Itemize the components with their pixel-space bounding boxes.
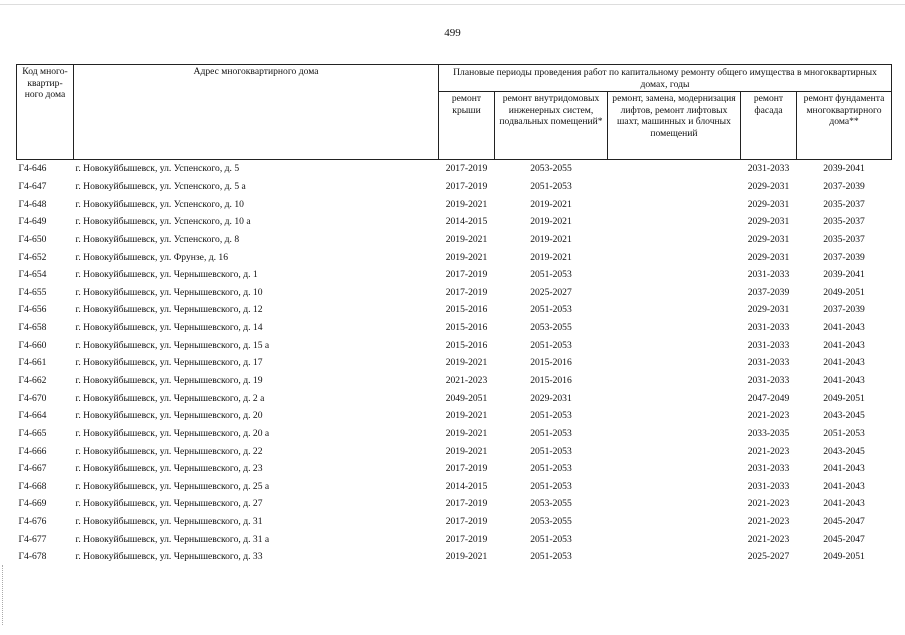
cell-roof: 2015-2016 <box>445 339 488 351</box>
cell-engineering: 2019-2021 <box>530 198 572 210</box>
cell-facade: 2031-2033 <box>747 322 790 334</box>
cell-facade: 2031-2033 <box>747 339 790 351</box>
cell-lift <box>608 336 741 354</box>
cell-foundation: 2051-2053 <box>823 427 865 439</box>
cell-code: Г4-656 <box>18 304 47 316</box>
cell-facade: 2029-2031 <box>747 251 790 263</box>
cell-engineering: 2025-2027 <box>530 286 572 298</box>
cell-foundation: 2041-2043 <box>823 463 865 475</box>
cell-address: г. Новокуйбышевск, ул. Чернышевского, д. 12 <box>75 304 263 316</box>
cell-lift <box>608 195 741 213</box>
cell-code: Г4-664 <box>18 410 47 422</box>
cell-code: Г4-660 <box>18 339 47 351</box>
cell-lift <box>608 548 741 566</box>
cell-code: Г4-676 <box>18 516 47 528</box>
cell-facade: 2021-2023 <box>747 445 790 457</box>
cell-address: г. Новокуйбышевск, ул. Чернышевского, д. 33 <box>75 551 263 563</box>
cell-roof: 2017-2019 <box>445 180 488 192</box>
header-lift: ремонт, замена, модернизация лифтов, ремонт лифтовых шахт, машинных и блочных помещений <box>608 92 741 160</box>
cell-lift <box>608 425 741 443</box>
cell-foundation: 2049-2051 <box>823 551 865 563</box>
table-row <box>17 336 892 354</box>
cell-roof: 2019-2021 <box>445 357 488 369</box>
cell-lift <box>608 495 741 513</box>
cell-address: г. Новокуйбышевск, ул. Чернышевского, д. 1 <box>75 269 258 281</box>
cell-foundation: 2049-2051 <box>823 392 865 404</box>
cell-address: г. Новокуйбышевск, ул. Чернышевского, д. 10 <box>75 286 263 298</box>
cell-address: г. Новокуйбышевск, ул. Чернышевского, д. 20 <box>75 410 263 422</box>
cell-roof: 2017-2019 <box>445 463 488 475</box>
cell-facade: 2031-2033 <box>747 480 790 492</box>
cell-facade: 2037-2039 <box>747 286 790 298</box>
table-row <box>17 478 892 496</box>
table-row <box>17 195 892 213</box>
cell-foundation: 2045-2047 <box>823 533 865 545</box>
cell-code: Г4-654 <box>18 269 47 281</box>
cell-engineering: 2015-2016 <box>530 375 572 386</box>
cell-code: Г4-661 <box>18 357 47 369</box>
table-row <box>17 372 892 390</box>
header-engineering: ремонт внутридомовых инженерных систем, подвальных помещений* <box>495 92 608 160</box>
cell-address: г. Новокуйбышевск, ул. Успенского, д. 5 <box>75 163 240 175</box>
cell-address: г. Новокуйбышевск, ул. Чернышевского, д. 14 <box>75 322 263 334</box>
cell-foundation: 2035-2037 <box>823 198 865 210</box>
cell-roof: 2017-2019 <box>445 533 488 545</box>
cell-facade: 2025-2027 <box>747 551 790 563</box>
cell-code: Г4-647 <box>18 180 47 192</box>
table-row <box>17 160 892 178</box>
cell-code: Г4-678 <box>18 551 47 563</box>
cell-facade: 2021-2023 <box>747 410 790 422</box>
cell-lift <box>608 231 741 249</box>
cell-code: Г4-658 <box>18 322 47 334</box>
header-row-1 <box>17 65 892 92</box>
cell-code: Г4-669 <box>18 498 47 510</box>
cell-roof: 2015-2016 <box>445 322 488 334</box>
cell-engineering: 2051-2053 <box>530 410 572 422</box>
cell-foundation: 2041-2043 <box>823 339 865 351</box>
cell-engineering: 2051-2053 <box>530 427 572 439</box>
cell-engineering: 2053-2055 <box>530 516 572 528</box>
cell-engineering: 2051-2053 <box>530 533 572 545</box>
cell-lift <box>608 160 741 178</box>
cell-address: г. Новокуйбышевск, ул. Чернышевского, д. 19 <box>75 375 263 386</box>
cell-roof: 2017-2019 <box>445 498 488 510</box>
cell-lift <box>608 266 741 284</box>
cell-facade: 2021-2023 <box>747 533 790 545</box>
page-number: 499 <box>444 27 461 39</box>
cell-roof: 2019-2021 <box>445 445 488 457</box>
cell-roof: 2021-2023 <box>445 375 488 386</box>
cell-engineering: 2051-2053 <box>530 445 572 457</box>
table-row <box>17 530 892 548</box>
cell-code: Г4-665 <box>18 427 47 439</box>
cell-roof: 2017-2019 <box>445 286 488 298</box>
cell-lift <box>608 513 741 531</box>
header-facade: ремонт фасада <box>741 92 797 160</box>
cell-address: г. Новокуйбышевск, ул. Успенского, д. 10 а <box>75 216 251 228</box>
cell-roof: 2019-2021 <box>445 251 488 263</box>
cell-code: Г4-667 <box>18 463 47 475</box>
table-row <box>17 548 892 566</box>
cell-engineering: 2019-2021 <box>530 233 572 245</box>
cell-facade: 2047-2049 <box>747 392 790 404</box>
repair-schedule-table <box>16 64 892 566</box>
cell-engineering: 2053-2055 <box>530 163 572 175</box>
cell-facade: 2031-2033 <box>747 375 790 386</box>
cell-foundation: 2045-2047 <box>823 516 865 528</box>
cell-code: Г4-666 <box>18 445 47 457</box>
table-row <box>17 389 892 407</box>
cell-foundation: 2037-2039 <box>823 180 865 192</box>
cell-engineering: 2015-2016 <box>530 357 572 369</box>
table-row <box>17 442 892 460</box>
cell-code: Г4-655 <box>18 286 47 298</box>
cell-engineering: 2051-2053 <box>530 480 572 492</box>
cell-code: Г4-652 <box>18 251 47 263</box>
cell-foundation: 2041-2043 <box>823 498 865 510</box>
cell-roof: 2014-2015 <box>445 216 488 228</box>
cell-address: г. Новокуйбышевск, ул. Успенского, д. 10 <box>75 198 244 210</box>
cell-facade: 2021-2023 <box>747 498 790 510</box>
table-row <box>17 248 892 266</box>
cell-roof: 2019-2021 <box>445 198 488 210</box>
cell-roof: 2015-2016 <box>445 304 488 316</box>
table-row <box>17 460 892 478</box>
cell-foundation: 2037-2039 <box>823 251 865 263</box>
table-row <box>17 266 892 284</box>
cell-foundation: 2041-2043 <box>823 322 865 334</box>
cell-lift <box>608 354 741 372</box>
cell-roof: 2014-2015 <box>445 480 488 492</box>
cell-address: г. Новокуйбышевск, ул. Успенского, д. 8 <box>75 233 240 245</box>
cell-foundation: 2035-2037 <box>823 216 865 228</box>
cell-address: г. Новокуйбышевск, ул. Чернышевского, д. 15 а <box>75 339 270 351</box>
cell-facade: 2031-2033 <box>747 357 790 369</box>
header-periods: Плановые периоды проведения работ по капитальному ремонту общего имущества в многоквартирных домах, годы <box>439 65 892 92</box>
cell-facade: 2029-2031 <box>747 216 790 228</box>
cell-roof: 2019-2021 <box>445 427 488 439</box>
cell-facade: 2021-2023 <box>747 516 790 528</box>
cell-address: г. Новокуйбышевск, ул. Фрунзе, д. 16 <box>75 251 229 263</box>
cell-foundation: 2035-2037 <box>823 233 865 245</box>
cell-roof: 2049-2051 <box>445 392 488 404</box>
cell-lift <box>608 478 741 496</box>
table-row <box>17 283 892 301</box>
cell-address: г. Новокуйбышевск, ул. Чернышевского, д. 17 <box>75 357 263 369</box>
header-roof: ремонт крыши <box>439 92 495 160</box>
table-row <box>17 425 892 443</box>
cell-code: Г4-648 <box>18 198 47 210</box>
cell-code: Г4-646 <box>18 163 47 175</box>
cell-foundation: 2041-2043 <box>823 480 865 492</box>
cell-lift <box>608 389 741 407</box>
table-row <box>17 178 892 196</box>
cell-address: г. Новокуйбышевск, ул. Чернышевского, д. 22 <box>75 445 263 457</box>
table-row <box>17 319 892 337</box>
cell-code: Г4-677 <box>18 533 47 545</box>
table-row <box>17 213 892 231</box>
cell-lift <box>608 460 741 478</box>
cell-roof: 2019-2021 <box>445 233 488 245</box>
cell-address: г. Новокуйбышевск, ул. Чернышевского, д. 23 <box>75 463 263 475</box>
cell-address: г. Новокуйбышевск, ул. Чернышевского, д. 25 а <box>75 480 270 492</box>
cell-address: г. Новокуйбышевск, ул. Чернышевского, д. 27 <box>75 498 263 510</box>
cell-lift <box>608 178 741 196</box>
cell-foundation: 2039-2041 <box>823 269 865 281</box>
cell-engineering: 2051-2053 <box>530 339 572 351</box>
cell-lift <box>608 442 741 460</box>
cell-engineering: 2051-2053 <box>530 180 572 192</box>
cell-facade: 2031-2033 <box>747 269 790 281</box>
cell-code: Г4-668 <box>18 480 47 492</box>
cell-engineering: 2019-2021 <box>530 251 572 263</box>
cell-engineering: 2019-2021 <box>530 216 572 228</box>
cell-engineering: 2053-2055 <box>530 322 572 334</box>
cell-roof: 2017-2019 <box>445 516 488 528</box>
table-body <box>17 160 892 566</box>
cell-roof: 2017-2019 <box>445 163 488 175</box>
cell-code: Г4-649 <box>18 216 47 228</box>
table-row <box>17 407 892 425</box>
cell-facade: 2031-2033 <box>747 463 790 475</box>
header-foundation: ремонт фундамента многоквартирного дома** <box>797 92 892 160</box>
cell-engineering: 2051-2053 <box>530 551 572 563</box>
cell-address: г. Новокуйбышевск, ул. Чернышевского, д. 2 а <box>75 392 265 404</box>
cell-foundation: 2049-2051 <box>823 286 865 298</box>
cell-facade: 2029-2031 <box>747 304 790 316</box>
table-row <box>17 513 892 531</box>
cell-facade: 2029-2031 <box>747 233 790 245</box>
cell-foundation: 2041-2043 <box>823 357 865 369</box>
top-edge-line <box>0 4 905 5</box>
cell-lift <box>608 530 741 548</box>
cell-lift <box>608 372 741 390</box>
table-row <box>17 301 892 319</box>
cell-lift <box>608 213 741 231</box>
cell-engineering: 2051-2053 <box>530 463 572 475</box>
cell-address: г. Новокуйбышевск, ул. Чернышевского, д. 20 а <box>75 427 270 439</box>
header-code: Код много-квартир-ного дома <box>17 65 74 160</box>
cell-code: Г4-650 <box>18 233 47 245</box>
cell-lift <box>608 301 741 319</box>
cell-engineering: 2053-2055 <box>530 498 572 510</box>
cell-facade: 2033-2035 <box>747 427 790 439</box>
cell-engineering: 2051-2053 <box>530 304 572 316</box>
cell-foundation: 2037-2039 <box>823 304 865 316</box>
cell-lift <box>608 248 741 266</box>
table-row <box>17 495 892 513</box>
cell-facade: 2029-2031 <box>747 180 790 192</box>
cell-engineering: 2051-2053 <box>530 269 572 281</box>
cell-roof: 2017-2019 <box>445 269 488 281</box>
cell-roof: 2019-2021 <box>445 410 488 422</box>
cell-foundation: 2039-2041 <box>823 163 865 175</box>
cell-lift <box>608 407 741 425</box>
cell-address: г. Новокуйбышевск, ул. Успенского, д. 5 а <box>75 180 246 192</box>
cell-address: г. Новокуйбышевск, ул. Чернышевского, д. 31 <box>75 516 263 528</box>
table-row <box>17 231 892 249</box>
cell-foundation: 2043-2045 <box>823 410 865 422</box>
header-address: Адрес многоквартирного дома <box>74 65 439 160</box>
cell-foundation: 2043-2045 <box>823 445 865 457</box>
scan-edge-mark <box>2 565 6 625</box>
cell-facade: 2029-2031 <box>747 198 790 210</box>
cell-foundation: 2041-2043 <box>823 375 865 386</box>
cell-lift <box>608 283 741 301</box>
cell-engineering: 2029-2031 <box>530 392 572 404</box>
cell-lift <box>608 319 741 337</box>
cell-roof: 2019-2021 <box>445 551 488 563</box>
cell-address: г. Новокуйбышевск, ул. Чернышевского, д. 31 а <box>75 533 270 545</box>
cell-code: Г4-670 <box>18 392 47 404</box>
table-row <box>17 354 892 372</box>
cell-facade: 2031-2033 <box>747 163 790 175</box>
cell-code: Г4-662 <box>18 375 47 386</box>
